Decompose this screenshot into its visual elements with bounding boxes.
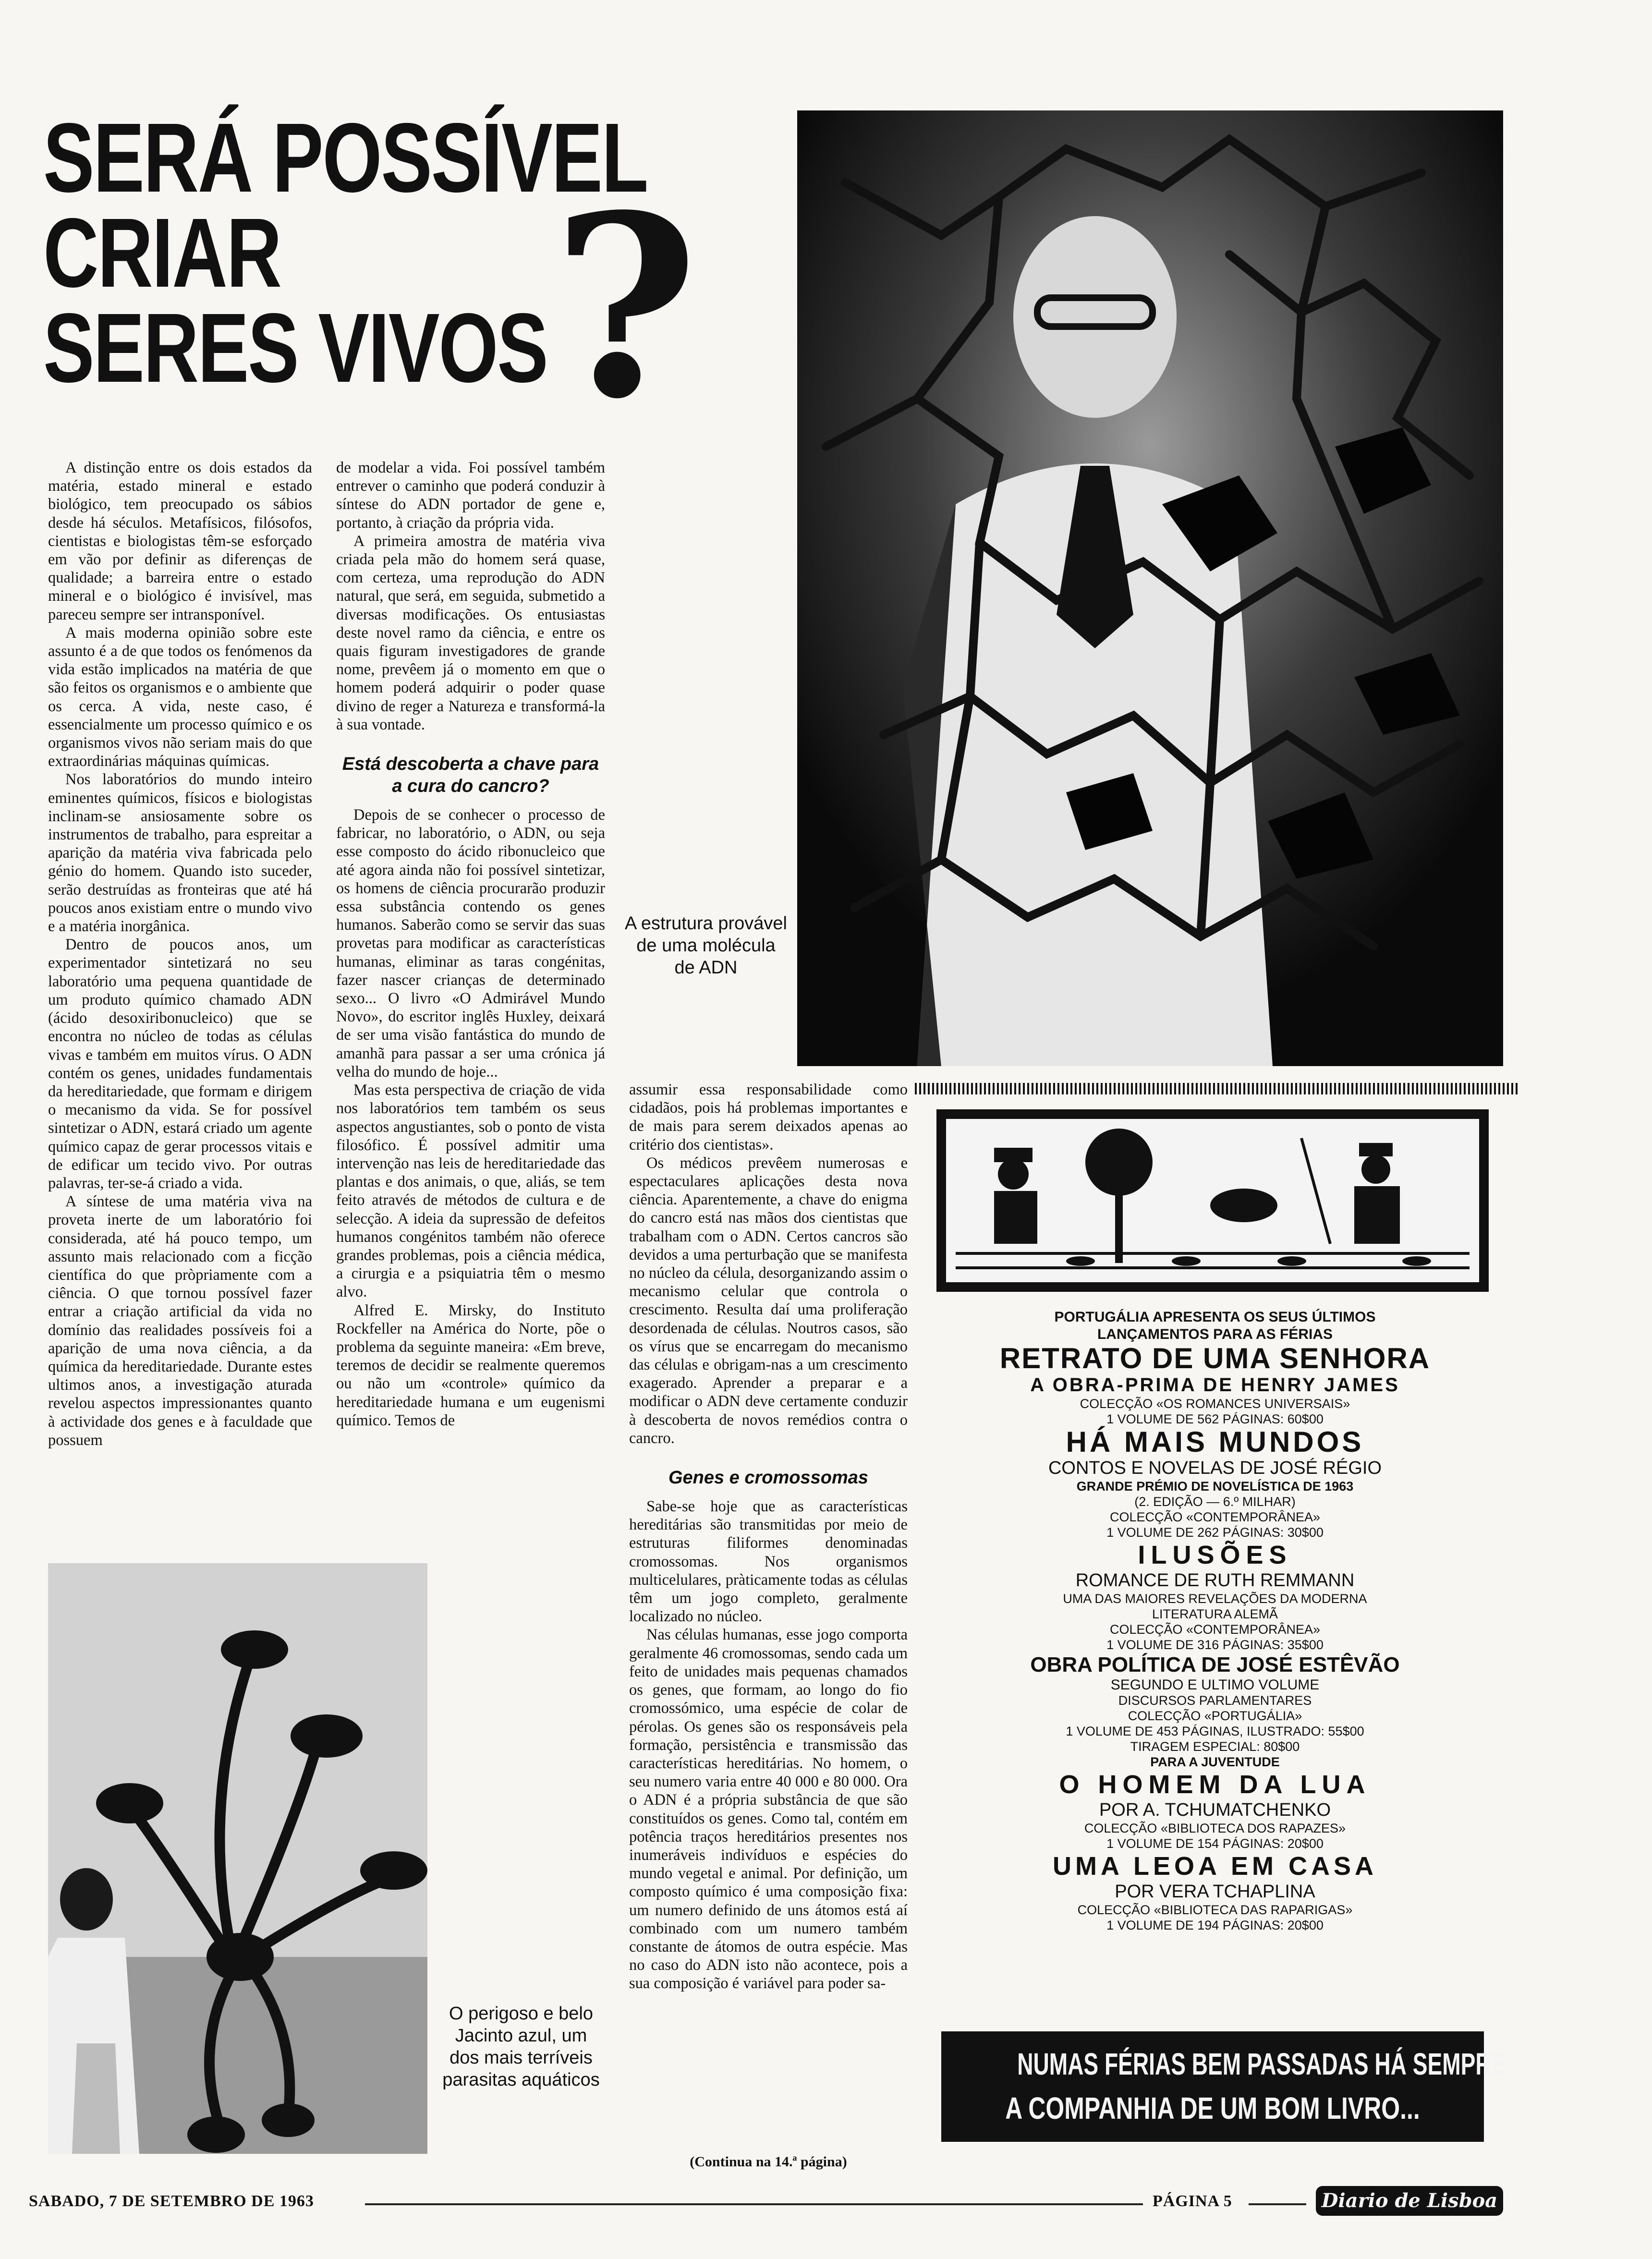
headline-line-2: CRIAR <box>43 198 281 308</box>
book-title-obra-politica: OBRA POLÍTICA DE JOSÉ ESTÊVÃO <box>1030 1653 1400 1676</box>
book-collection: COLECÇÃO «CONTEMPORÂNEA» <box>1109 1622 1321 1637</box>
paragraph: Nos laboratórios do mundo inteiro eminentes químicos, físicos e biologistas inclinam-se ansiosamente sobre os instrumentos de trabalho, para espreitar a aparição da matéria viva fabricada pelo génio do homem. Quando isto suceder, serão destruídas as fronteiras que até há poucos anos existiam entre o mundo vivo e a matéria inorgânica. <box>48 771 312 935</box>
water-hyacinth-photo <box>48 1563 427 2154</box>
book-prize: GRANDE PRÉMIO DE NOVELÍSTICA DE 1963 <box>1076 1479 1354 1494</box>
article-column-2 <box>336 459 605 1430</box>
subheading-cancer: Está descoberta a chave para a cura do cancro? <box>342 754 599 797</box>
footer-date: SABADO, 7 DE SETEMBRO DE 1963 <box>29 2192 314 2210</box>
paragraph: de modelar a vida. Foi possível também entrever o caminho que poderá conduzir à síntese do ADN portador de gene e, portanto, à criação da própria vida. <box>336 459 605 532</box>
book-volume-price: 1 VOLUME DE 453 PÁGINAS, ILUSTRADO: 55$00 <box>1066 1724 1364 1738</box>
book-volume-price: 1 VOLUME DE 154 PÁGINAS: 20$00 <box>1106 1836 1324 1851</box>
book-title-homem-da-lua: O HOMEM DA LUA <box>1059 1770 1371 1799</box>
slogan-banner <box>941 2031 1506 2142</box>
headline-line-3: SERES VIVOS <box>43 293 547 403</box>
slogan-line-1: NUMAS FÉRIAS BEM PASSADAS HÁ SEMPRE <box>1017 2047 1506 2081</box>
paragraph: A distinção entre os dois estados da matéria, estado mineral e estado biológico, tem preocupado os sábios desde há séculos. Metafísicos, filósofos, cientistas e biologistas têm-se esforçado em vão por definir as diferenças de qualidade; a barreira entre o estado mineral e o biológico é invisível, mas pareceu sempre ser intransponível. <box>48 459 312 623</box>
ad-top-border <box>915 1083 1518 1094</box>
headline-question-mark: ? <box>552 160 699 454</box>
book-description: UMA DAS MAIORES REVELAÇÕES DA MODERNA <box>1063 1591 1367 1606</box>
book-title-retrato: RETRATO DE UMA SENHORA <box>999 1342 1431 1374</box>
continuation-note: (Continua na 14.ª página) <box>690 2154 847 2170</box>
hyacinth-photo-illustration <box>48 1563 427 2154</box>
book-collection: COLECÇÃO «BIBLIOTECA DOS RAPAZES» <box>1084 1821 1346 1835</box>
subheading-genes: Genes e cromossomas <box>668 1468 869 1488</box>
dna-molecule-photo <box>797 110 1503 1066</box>
paragraph: Mas esta perspectiva de criação de vida nos laboratórios tem também os seus aspectos angustiantes, sob o ponto de vista filosófico. É possível admitir uma intervenção nas leis de hereditariedade das plantas e dos animais, o que, aliás, se tem feito através de métodos de cultura e de selecção. A ideia da supressão de defeitos humanos congénitos também não oferece grandes problemas, pois a ciência médica, a cirurgia e a psiquiatria têm o mesmo alvo. <box>336 1081 605 1301</box>
paragraph: Nas células humanas, esse jogo comporta geralmente 46 cromossomas, sendo cada um feito de unidades mais pequenas chamados os genes, que formam, ao longo do fio cromossómico, uma espécie de colar de pérolas. Os genes são os responsáveis pela formação, persistência e transmissão das características hereditárias. No homem, o seu numero varia entre 40 000 e 80 000. Ora o ADN é a própria substância de que são constituídos os genes. Como tal, contém em potência traços hereditários presentes nos inumeráveis indivíduos e espécies do mundo vegetal e animal. Por definição, um composto químico é uma composição fixa: um numero definido de uns átomos está aí combinado com um numero também constante de átomos de outra espécie. Mas no caso do ADN isto não acontece, pois a sua composição é variável para poder sa- <box>629 1626 908 1992</box>
paragraph: Alfred E. Mirsky, do Instituto Rockfeller na América do Norte, põe o problema da seguinte maneira: «Em breve, teremos de decidir se realmente queremos ou não um «controle» químico da hereditariedade humana e um eugenismi químico. Temos de <box>336 1301 605 1429</box>
paragraph: assumir essa responsabilidade como cidadãos, pois há problemas importantes e de mais para serem deixados apenas ao critério dos cientistas». <box>629 1081 908 1154</box>
paragraph: A mais moderna opinião sobre este assunto é a de que todos os fenómenos da vida estão implicados na matéria de que são feitos os organismos e o ambiente que os cerca. A vida, neste caso, é essencialmente um processo químico e os organismos vivos não seriam mais do que extraordinárias máquinas químicas. <box>48 624 312 770</box>
paragraph: Os médicos prevêem numerosas e espectaculares aplicações desta nova ciência. Aparentemente, a chave do enigma do cancro está nas mãos dos cientistas que trabalham com o ADN. Certos cancros são devidos a uma perturbação que se manifesta no núcleo da célula, desorganizando assim o mecanismo celular que controla o crescimento. Resulta daí uma proliferação desordenada de células. Noutros casos, são os vírus que se encarregam do mecanismo das células e obrigam-nas a um crescimento exagerado. Aprender a preparar e a modificar o ADN deve certamente conduzir à descoberta de novos remédios contra o cancro. <box>629 1154 908 1447</box>
book-title-leoa-em-casa: UMA LEOA EM CASA <box>1053 1852 1377 1881</box>
book-volume-price: 1 VOLUME DE 562 PÁGINAS: 60$00 <box>1106 1412 1324 1426</box>
ad-illustration-readers <box>936 1109 1489 1292</box>
book-description: LITERATURA ALEMÃ <box>1152 1607 1278 1621</box>
paragraph: Sabe-se hoje que as características hereditárias são transmitidas por meio de estruturas filiformes denominadas cromossomas. Nos organismos multicelulares, pràticamente todas as células têm um jogo completo, geralmente localizado no núcleo. <box>629 1498 908 1626</box>
readers-woodcut <box>936 1109 1489 1292</box>
book-author-homem-da-lua: POR A. TCHUMATCHENKO <box>1099 1800 1331 1820</box>
book-subtitle-ha-mais-mundos: CONTOS E NOVELAS DE JOSÉ RÉGIO <box>1048 1458 1382 1478</box>
masthead-logo: Diario de Lisboa <box>1316 2186 1503 2216</box>
article-column-1 <box>48 459 312 1449</box>
book-advertisement <box>936 1309 1494 1933</box>
book-volume-price: 1 VOLUME DE 262 PÁGINAS: 30$00 <box>1106 1525 1324 1540</box>
book-special-edition: TIRAGEM ESPECIAL: 80$00 <box>1130 1739 1300 1754</box>
paragraph: Depois de se conhecer o processo de fabricar, no laboratório, o ADN, ou seja esse composto do ácido ribonucleico que até agora ainda não foi possível sintetizar, os homens de ciência procurarão produzir essa substância contendo os genes humanos. Saberão como se servir das suas provetas para modificar as características humanas, eliminar as taras congénitas, fazer nascer crianças de determinado sexo... O livro «O Admirável Mundo Novo», do escritor inglês Huxley, deixará de ser uma visão fantástica do mundo de amanhã para passar a ser uma crónica já velha do mundo de hoje... <box>336 806 605 1081</box>
book-volume-price: 1 VOLUME DE 316 PÁGINAS: 35$00 <box>1106 1638 1324 1652</box>
book-title-ilusoes: ILUSÕES <box>1138 1541 1292 1569</box>
book-collection: COLECÇÃO «PORTUGÁLIA» <box>1128 1709 1302 1723</box>
paragraph: Dentro de poucos anos, um experimentador sintetizará no seu laboratório uma pequena quantidade de um produto químico chamado ADN (ácido desoxiribonucleico) que se encontra no núcleo de todas as células vivas e também em muitos vírus. O ADN contém os genes, unidades fundamentais da hereditariedade, que formam e dirigem o mecanismo da vida. Se for possível sintetizar o ADN, estará criado um agente químico capaz de gerar processos vitais e de edificar um tecido vivo. Por outras palavras, ter-se-á criado a vida. <box>48 936 312 1192</box>
book-collection: COLECÇÃO «CONTEMPORÂNEA» <box>1109 1510 1321 1524</box>
book-author-leoa-em-casa: POR VERA TCHAPLINA <box>1115 1882 1315 1902</box>
hyacinth-photo-caption: O perigoso e belo Jacinto azul, um dos mais terríveis parasitas aquáticos <box>442 2004 600 2090</box>
ad-intro-line-2: LANÇAMENTOS PARA AS FÉRIAS <box>1097 1326 1333 1342</box>
book-title-ha-mais-mundos: HÁ MAIS MUNDOS <box>1066 1426 1364 1458</box>
book-collection: COLECÇÃO «OS ROMANCES UNIVERSAIS» <box>1080 1397 1350 1411</box>
book-edition: (2. EDIÇÃO — 6.º MILHAR) <box>1134 1494 1296 1509</box>
paragraph: A síntese de uma matéria viva na proveta inerte de um laboratório foi considerada, até há pouco tempo, um assunto mais relacionado com a ficção científica do que pròpriamente com a ciência. O que tornou possível fazer entrar a criação artificial da vida no domínio das realidades possíveis foi a aparição de uma nova ciência, a da química da hereditariedade. Durante estes ultimos anos, a investigação aturada revelou aspectos impressionantes quanto à actividade dos genes e à faculdade que possuem <box>48 1193 312 1449</box>
paragraph: A primeira amostra de matéria viva criada pela mão do homem será quase, com certeza, uma reprodução do ADN natural, que será, em seguida, submetido a diversas modificações. Os entusiastas deste novel ramo da ciência, e entre os quais figuram investigadores de grande nome, prevêem já o momento em que o homem poderá adquirir o poder quase divino de reger a Natureza e transformá-la à sua vontade. <box>336 532 605 733</box>
headline <box>43 103 647 403</box>
book-collection: COLECÇÃO «BIBLIOTECA DAS RAPARIGAS» <box>1077 1903 1353 1917</box>
footer-rule-left <box>365 2203 1143 2205</box>
footer-rule-right <box>1249 2203 1306 2205</box>
ad-intro-line-1: PORTUGÁLIA APRESENTA OS SEUS ÚLTIMOS <box>1054 1309 1376 1325</box>
footer-page-number: PÁGINA 5 <box>1153 2192 1232 2210</box>
headline-line-1: SERÁ POSSÍVEL <box>43 103 647 213</box>
slogan-line-2: A COMPANHIA DE UM BOM LIVRO... <box>1005 2091 1420 2125</box>
book-volume-price: 1 VOLUME DE 194 PÁGINAS: 20$00 <box>1106 1918 1324 1932</box>
dna-photo-illustration <box>797 110 1503 1066</box>
dna-photo-caption: A estrutura provável de uma molécula de ADN <box>625 913 787 978</box>
book-subtitle-retrato: A OBRA-PRIMA DE HENRY JAMES <box>1030 1374 1400 1396</box>
article-column-3 <box>629 1081 908 1993</box>
book-description: DISCURSOS PARLAMENTARES <box>1118 1693 1312 1708</box>
book-subtitle-obra-politica: SEGUNDO E ULTIMO VOLUME <box>1110 1677 1320 1693</box>
youth-section-label: PARA A JUVENTUDE <box>1150 1755 1280 1769</box>
book-subtitle-ilusoes: ROMANCE DE RUTH REMMANN <box>1075 1570 1355 1591</box>
